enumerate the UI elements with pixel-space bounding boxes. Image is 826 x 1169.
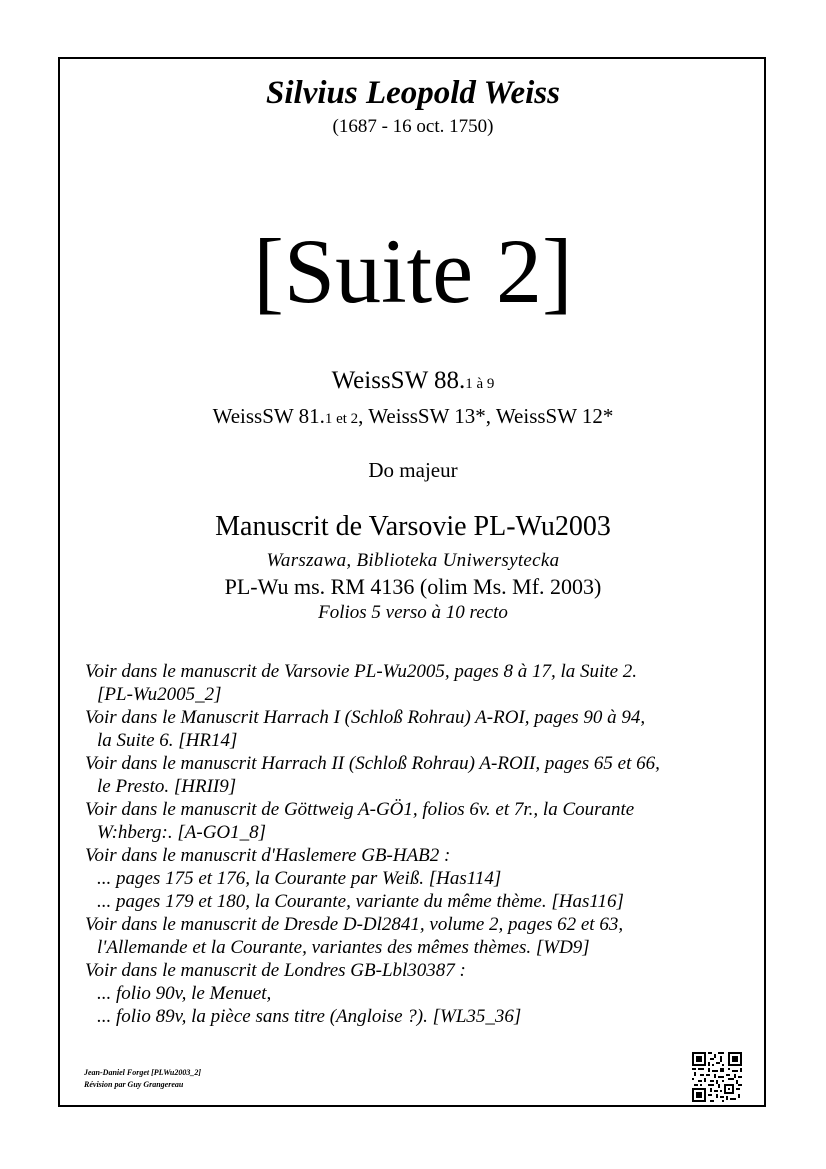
note-line: la Suite 6. [HR14] — [97, 730, 238, 751]
note-line: Voir dans le Manuscrit Harrach I (Schloß Rohrau) A-ROI, pages 90 à 94, — [85, 707, 646, 728]
manuscript-title: Manuscrit de Varsovie PL-Wu2003 — [215, 511, 611, 542]
note-line: ... pages 175 et 176, la Courante par Weiß. [Has114] — [97, 868, 502, 889]
shelfmark: PL-Wu ms. RM 4136 (olim Ms. Mf. 2003) — [224, 574, 602, 599]
note-line: W:hberg:. [A-GO1_8] — [97, 822, 267, 843]
catalog-rest: , WeissSW 13*, WeissSW 12* — [358, 404, 614, 428]
note-line: ... pages 179 et 180, la Courante, variante du même thème. [Has116] — [97, 891, 624, 912]
catalog-range: 1 à 9 — [465, 376, 495, 392]
note-line: Voir dans le manuscrit Harrach II (Schloß Rohrau) A-ROII, pages 65 et 66, — [85, 753, 660, 774]
catalog-range-2: 1 et 2 — [324, 411, 359, 427]
credit-author: Jean-Daniel Forget [PLWu2003_2] — [84, 1068, 202, 1077]
note-line: Voir dans le manuscrit de Varsovie PL-Wu2005, pages 8 à 17, la Suite 2. — [85, 661, 638, 682]
catalog-main: WeissSW 88. — [331, 367, 466, 394]
catalog-line-2 — [0, 403, 826, 432]
catalog-main-2: WeissSW 81. — [212, 404, 325, 428]
credit-revision: Révision par Guy Grangereau — [84, 1080, 184, 1089]
composer-name: Silvius Leopold Weiss — [266, 75, 560, 111]
credits — [84, 1067, 201, 1091]
page-title: [Suite 2] — [253, 220, 573, 322]
catalog-line-1 — [0, 366, 826, 399]
note-line: le Presto. [HRII9] — [97, 776, 237, 797]
concordance-notes — [85, 660, 745, 1028]
folio-range: Folios 5 verso à 10 recto — [318, 602, 508, 623]
composer-dates: (1687 - 16 oct. 1750) — [332, 116, 494, 137]
note-line: Voir dans le manuscrit d'Haslemere GB-HAB2 : — [85, 845, 451, 866]
note-line: ... folio 90v, le Menuet, — [97, 983, 272, 1004]
note-line: Voir dans le manuscrit de Dresde D-Dl2841, volume 2, pages 62 et 63, — [85, 914, 624, 935]
note-line: [PL-Wu2005_2] — [97, 684, 222, 705]
note-line: l'Allemande et la Courante, variantes des mêmes thèmes. [WD9] — [97, 937, 590, 958]
note-line: Voir dans le manuscrit de Göttweig A-GÖ1, folios 6v. et 7r., la Courante — [85, 799, 635, 820]
key-signature: Do majeur — [368, 458, 458, 482]
note-line: Voir dans le manuscrit de Londres GB-Lbl30387 : — [85, 960, 466, 981]
library-name: Warszawa, Biblioteka Uniwersytecka — [266, 550, 560, 571]
note-line: ... folio 89v, la pièce sans titre (Angloise ?). [WL35_36] — [97, 1006, 522, 1027]
qr-code-icon — [692, 1052, 742, 1102]
